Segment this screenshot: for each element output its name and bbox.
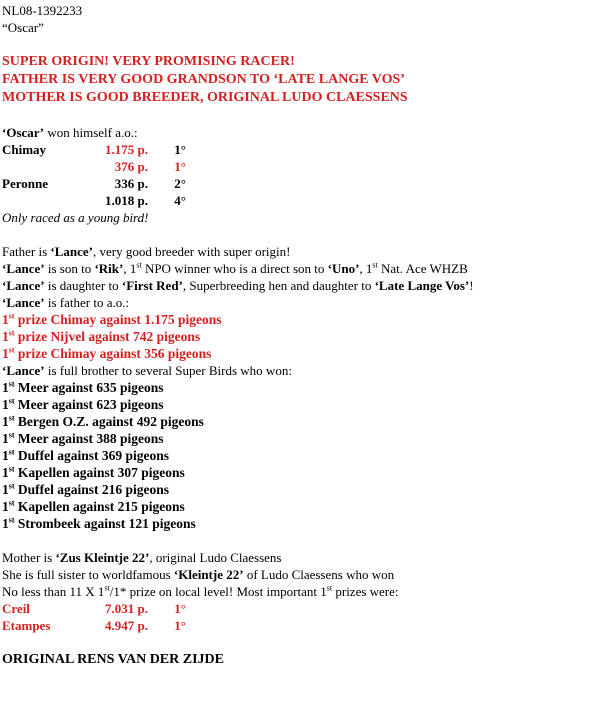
brother-prize: 1st Meer against 635 pigeons xyxy=(2,379,164,395)
result-row: 376 p. 1° xyxy=(114,159,186,174)
headline-2: FATHER IS VERY GOOD GRANDSON TO ‘LATE LANGE VOS’ xyxy=(2,72,405,87)
mother-line-1: Mother is ‘Zus Kleintje 22’, original Ludo Claessens xyxy=(2,550,282,565)
brother-prize: 1st Kapellen against 215 pigeons xyxy=(2,498,185,514)
pigeon-name: “Oscar” xyxy=(2,20,44,35)
father-prize-2: 1st prize Nijvel against 742 pigeons xyxy=(2,328,201,344)
ring-number: NL08-1392233 xyxy=(2,3,83,18)
father-prize-1: 1st prize Chimay against 1.175 pigeons xyxy=(2,311,222,327)
brother-prize: 1st Strombeek against 121 pigeons xyxy=(2,515,196,531)
mother-line-2: She is full sister to worldfamous ‘Kleintje 22’ of Ludo Claessens who won xyxy=(2,567,395,582)
result-row: 1.018 p. 4° xyxy=(105,193,186,208)
oscar-intro: ‘Oscar’ won himself a.o.: xyxy=(2,125,138,140)
origin-footer: ORIGINAL RENS VAN DER ZIJDE xyxy=(2,652,224,667)
father-line-4: ‘Lance’ is father to a.o.: xyxy=(2,295,130,310)
mother-result-row: Creil 7.031 p. 1° xyxy=(2,601,186,616)
father-line-3: ‘Lance’ is daughter to ‘First Red’, Superbreeding hen and daughter to ‘Late Lange Vos’! xyxy=(2,278,474,293)
young-bird-note: Only raced as a young bird! xyxy=(2,210,149,225)
result-row: Peronne 336 p. 2° xyxy=(2,176,186,191)
result-row: Chimay 1.175 p. 1° xyxy=(2,142,186,157)
mother-result-row: Etampes 4.947 p. 1° xyxy=(2,618,186,633)
father-line-5: ‘Lance’ is full brother to several Super Birds who won: xyxy=(2,363,292,378)
headline-3: MOTHER IS GOOD BREEDER, ORIGINAL LUDO CLAESSENS xyxy=(2,90,408,105)
father-prize-3: 1st prize Chimay against 356 pigeons xyxy=(2,345,212,361)
father-line-1: Father is ‘Lance’, very good breeder with super origin! xyxy=(2,244,291,259)
brother-prize: 1st Duffel against 369 pigeons xyxy=(2,447,170,463)
brother-prize: 1st Duffel against 216 pigeons xyxy=(2,481,170,497)
father-line-2: ‘Lance’ is son to ‘Rik’, 1st NPO winner who is a direct son to ‘Uno’, 1st Nat. Ace WHZB xyxy=(2,260,468,276)
mother-line-3: No less than 11 X 1st/1* prize on local level! Most important 1st prizes were: xyxy=(2,583,399,599)
brother-prize: 1st Meer against 623 pigeons xyxy=(2,396,164,412)
headline-1: SUPER ORIGIN! VERY PROMISING RACER! xyxy=(2,54,295,69)
brother-prize: 1st Bergen O.Z. against 492 pigeons xyxy=(2,413,204,429)
brother-prize: 1st Meer against 388 pigeons xyxy=(2,430,164,446)
pedigree-document xyxy=(2,2,587,669)
brother-prize: 1st Kapellen against 307 pigeons xyxy=(2,464,185,480)
